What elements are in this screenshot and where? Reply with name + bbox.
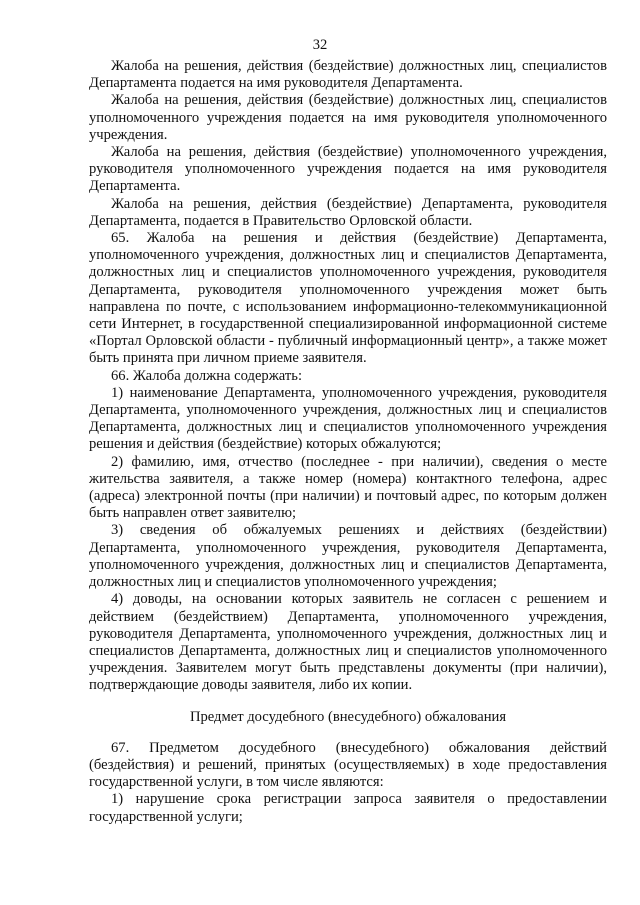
paragraph-complaint-institution-head: Жалоба на решения, действия (бездействие) уполномоченного учреждения, руководителя уполномоченного учреждения подается на имя руководителя Департамента. <box>89 144 607 195</box>
paragraph-complaint-institution-staff: Жалоба на решения, действия (бездействие) должностных лиц, специалистов уполномоченного учреждения подается на имя руководителя уполномоченного учреждения. <box>89 92 607 143</box>
paragraph-complaint-department-head: Жалоба на решения, действия (бездействие) Департамента, руководителя Департамента, подается в Правительство Орловской области. <box>89 195 607 229</box>
paragraph-65: 65. Жалоба на решения и действия (бездействие) Департамента, уполномоченного учреждения, должностных лиц и специалистов Департамента, должностных лиц и специалистов уполномоченного учреждения, руководителя Департамента, руководителя уполномоченного учреждения может быть направлена по почте, с использованием информационно-телекоммуникационной сети Интернет, в государственной специализированной информационной системе «Портал Орловской области - публичный информационный центр», а также может быть принята при личном приеме заявителя. <box>89 230 607 367</box>
paragraph-complaint-department-staff: Жалоба на решения, действия (бездействие) должностных лиц, специалистов Департамента подается на имя руководителя Департамента. <box>89 58 607 92</box>
paragraph-66-item-1: 1) наименование Департамента, уполномоченного учреждения, руководителя Департамента, уполномоченного учреждения, должностных лиц и специалистов Департамента, должностных лиц и специалистов уполномоченного учреждения решения и действия (бездействие) которых обжалуются; <box>89 384 607 453</box>
paragraph-67-item-1: 1) нарушение срока регистрации запроса заявителя о предоставлении государственной услуги; <box>89 791 607 825</box>
document-body <box>89 58 607 826</box>
paragraph-66-item-2: 2) фамилию, имя, отчество (последнее - при наличии), сведения о месте жительства заявителя, а также номер (номера) контактного телефона, адрес (адреса) электронной почты (при наличии) и почтовый адрес, по которым должен быть направлен ответ заявителю; <box>89 453 607 522</box>
paragraph-66-item-3: 3) сведения об обжалуемых решениях и действиях (бездействии) Департамента, уполномоченного учреждения, руководителя Департамента, уполномоченного учреждения, должностных лиц и специалистов Департамента, должностных лиц и специалистов уполномоченного учреждения; <box>89 522 607 591</box>
paragraph-66-item-4: 4) доводы, на основании которых заявитель не согласен с решением и действием (бездействием) Департамента, уполномоченного учреждения, руководителя Департамента, уполномоченного учреждения, должностных лиц и специалистов Департамента, должностных лиц и специалистов уполномоченного учреждения. Заявителем могут быть представлены документы (при наличии), подтверждающие доводы заявителя, либо их копии. <box>89 591 607 694</box>
section-heading: Предмет досудебного (внесудебного) обжалования <box>189 708 507 725</box>
paragraph-66: 66. Жалоба должна содержать: <box>111 367 302 384</box>
page-number: 32 <box>312 37 328 53</box>
paragraph-67: 67. Предметом досудебного (внесудебного) обжалования действий (бездействия) и решений, принятых (осуществляемых) в ходе предоставления государственной услуги, в том числе являются: <box>89 739 607 791</box>
